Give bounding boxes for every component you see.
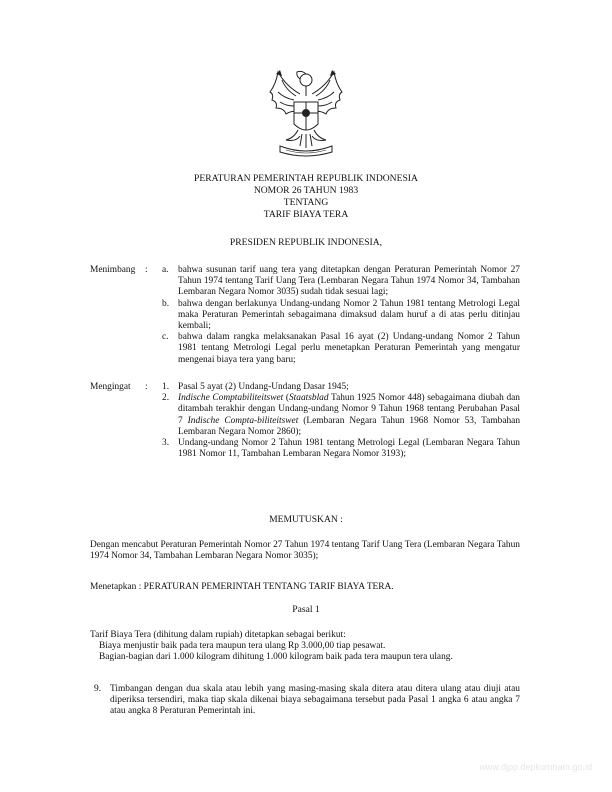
menimbang-item-a	[90, 265, 520, 299]
item-text-italic: Indische Compta-biliteitswet	[187, 415, 299, 426]
menimbang-label: Menimbang	[90, 265, 136, 275]
item-text: Undang-undang Nomor 2 Tahun 1981 tentang Metrologi Legal (Lembaran Negara Tahun 1981 Nomor 11, Tambahan Lembaran Negara Nomor 3193);	[178, 438, 520, 460]
mengingat-item-3	[90, 438, 520, 460]
memutuskan-heading: MEMUTUSKAN :	[269, 514, 343, 525]
title-line-3: TENTANG	[283, 197, 329, 208]
title-line-1: PERATURAN PEMERINTAH REPUBLIK INDONESIA	[194, 173, 418, 184]
tarif-intro: Tarif Biaya Tera (dihitung dalam rupiah) ditetapkan sebagai berikut:	[90, 630, 346, 640]
mengingat-item-2	[90, 393, 520, 438]
mengingat-colon: :	[145, 382, 148, 392]
tarif-line-1: Biaya menjustir baik pada tera maupun tera ulang Rp 3.000,00 tiap pesawat.	[99, 641, 386, 652]
regulation-title	[0, 173, 612, 221]
item-text-italic: Indische Comptabiliteitswet	[178, 393, 284, 404]
tarif-line-2: Bagian-bagian dari 1.000 kilogram dihitung 1.000 kilogram baik pada tera maupun tera ulang.	[99, 652, 453, 663]
mengingat-item-1	[90, 382, 520, 393]
item-text: (Lembaran Negara Tahun 1968 Nomor 53, Tambahan Lembaran Negara Nomor 2860);	[178, 415, 521, 437]
item-text: bahwa susunan tarif uang tera yang ditetapkan dengan Peraturan Pemerintah Nomor 27 Tahun 1974 tentang Tarif Uang Tera (Lembaran Negara Tahun 1974 Nomor 34, Tambahan Lembaran Negara Nomor 3035) sudah tidak sesuai lagi;	[178, 265, 520, 298]
watermark: www.djpp.depkumham.go.id	[479, 762, 592, 772]
menetapkan-text: : PERATURAN PEMERINTAH TENTANG TARIF BIAYA TERA.	[138, 582, 394, 592]
item-marker: 1.	[162, 382, 170, 392]
title-line-2: NOMOR 26 TAHUN 1983	[253, 185, 359, 196]
menimbang-colon: :	[145, 265, 148, 275]
item-text: Pasal 5 ayat (2) Undang-Undang Dasar 1945;	[178, 382, 349, 392]
item-text-italic: Staatsblad	[288, 393, 329, 404]
item-9-paragraph	[90, 684, 520, 718]
president-heading: PRESIDEN REPUBLIK INDONESIA,	[229, 237, 383, 248]
menetapkan-label: Menetapkan	[90, 582, 137, 592]
menimbang-item-c	[90, 332, 520, 366]
item-text: (	[283, 393, 289, 404]
item-marker: 3.	[162, 438, 170, 449]
title-line-4: TARIF BIAYA TERA	[263, 209, 349, 220]
item-text: bahwa dengan berlakunya Undang-undang Nomor 2 Tahun 1981 tentang Metrologi Legal maka Peraturan Pemerintah sebagaimana dimaksud dalam huruf a di atas perlu ditinjau kembali;	[178, 298, 520, 332]
item-text: Tahun 1925 Nomor 448) sebagaimana diubah dan ditambah terakhir dengan Undang-undang Nomor 9 Tahun 1968 tentang Perubahan Pasal 7	[178, 393, 520, 426]
item-marker: b.	[162, 298, 170, 309]
item-marker: 9.	[94, 684, 102, 694]
item-marker: c.	[162, 332, 169, 343]
mengingat-label: Mengingat	[90, 382, 131, 392]
tarif-paragraph	[90, 630, 520, 664]
item-text: Timbangan dengan dua skala atau lebih yang masing-masing skala ditera atau ditera ulang atau diuji atau diperiksa tersendiri, maka tiap skala dikenai biaya sebagaimana tersebut pada Pasal 1 angka 6 atau angka 7 atau angka 8 Peraturan Pemerintah ini.	[110, 684, 520, 717]
pasal-heading: Pasal 1	[292, 604, 320, 615]
mengingat-section	[90, 382, 520, 460]
menimbang-item-b	[90, 299, 520, 333]
item-text: bahwa dalam rangka melaksanakan Pasal 16 ayat (2) Undang-undang Nomor 2 Tahun 1981 tentang Metrologi Legal perlu menetapkan Peraturan Pemerintah yang mengatur mengenai biaya tera yang baru;	[178, 332, 520, 365]
menetapkan-line	[90, 582, 520, 592]
item-marker: 2.	[162, 393, 170, 404]
menimbang-section	[90, 265, 520, 366]
garuda-emblem-icon	[256, 66, 356, 160]
item-marker: a.	[162, 265, 169, 275]
dengan-mencabut-paragraph: Dengan mencabut Peraturan Pemerintah Nomor 27 Tahun 1974 tentang Tarif Uang Tera (Lembaran Negara Tahun 1974 Nomor 34, Tambahan Lembaran Negara Nomor 3035);	[90, 540, 520, 562]
